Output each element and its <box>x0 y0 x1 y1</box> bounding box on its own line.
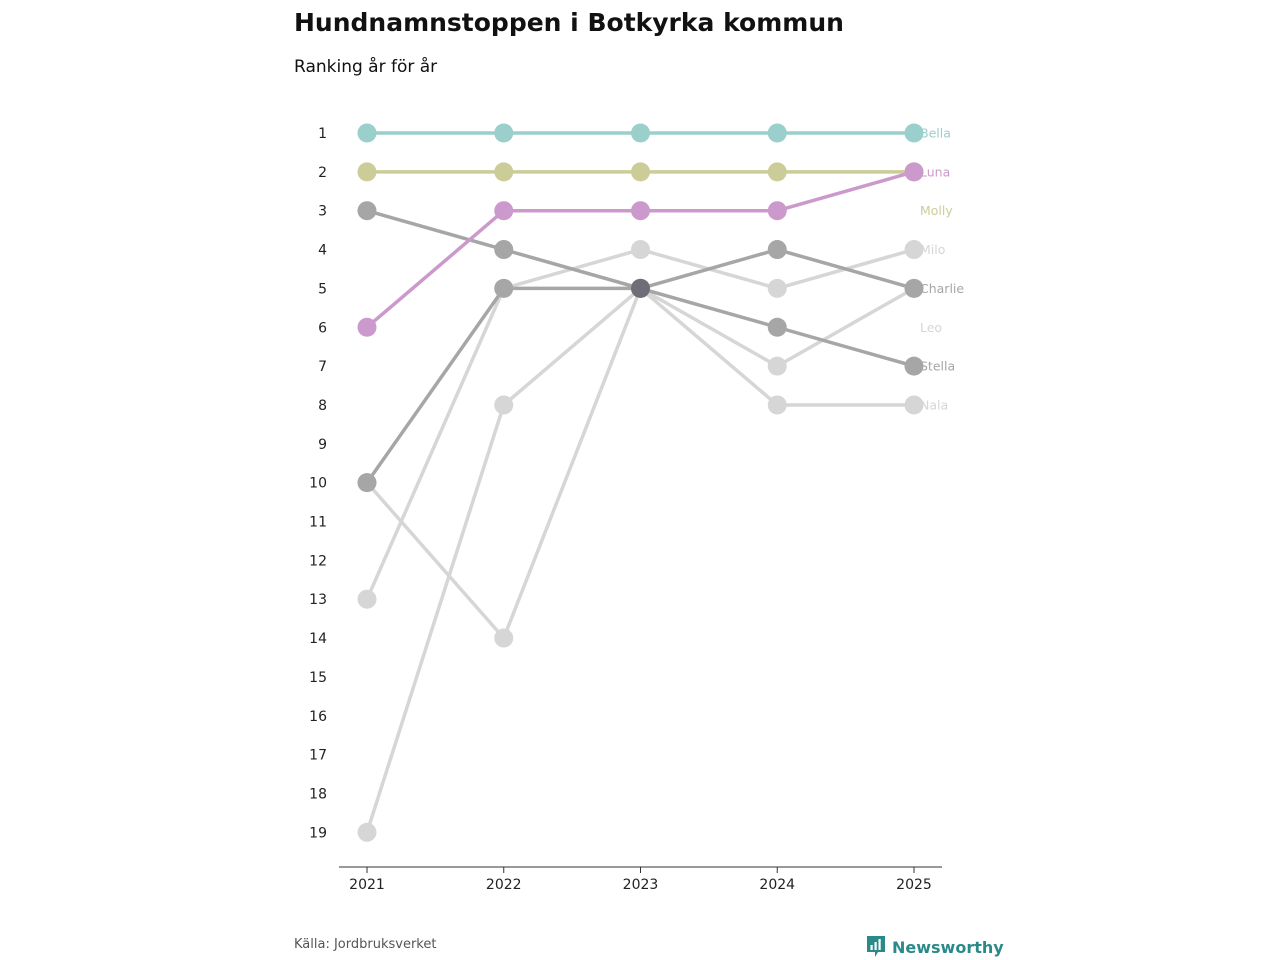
chart-title: Hundnamnstoppen i Botkyrka kommun <box>294 8 844 37</box>
x-tick-label: 2024 <box>759 877 796 893</box>
series-line-leo <box>367 288 914 832</box>
series-label-molly: Molly <box>920 203 953 219</box>
data-point-overlap <box>631 279 650 298</box>
chart-subtitle: Ranking år för år <box>294 57 438 77</box>
series-label-luna: Luna <box>920 164 951 180</box>
series-label-bella: Bella <box>920 125 951 141</box>
x-tick-label: 2021 <box>349 877 385 893</box>
data-point-charlie <box>494 279 513 298</box>
data-point-nala <box>768 395 787 414</box>
series-labels <box>920 126 964 413</box>
data-point-bella <box>358 124 377 143</box>
data-point-charlie <box>358 473 377 492</box>
data-point-milo <box>358 590 377 609</box>
data-point-nala <box>494 629 513 648</box>
data-point-molly <box>631 162 650 181</box>
y-tick-label: 6 <box>318 320 327 337</box>
data-point-molly <box>768 162 787 181</box>
x-tick-label: 2022 <box>485 877 522 893</box>
data-point-luna <box>768 201 787 220</box>
data-point-bella <box>631 124 650 143</box>
data-point-stella <box>768 318 787 337</box>
source-note: Källa: Jordbruksverket <box>294 937 437 952</box>
data-point-bella <box>494 124 513 143</box>
x-tick-label: 2023 <box>622 877 659 893</box>
data-point-leo <box>358 823 377 842</box>
data-point-milo <box>768 279 787 298</box>
data-point-luna <box>631 201 650 220</box>
data-point-bella <box>768 124 787 143</box>
y-tick-label: 8 <box>318 397 327 414</box>
y-tick-label: 15 <box>309 669 327 686</box>
data-point-molly <box>494 162 513 181</box>
series-label-leo: Leo <box>920 319 943 335</box>
y-tick-label: 19 <box>309 825 327 842</box>
brand-name: Newsworthy <box>892 937 1004 957</box>
y-tick-label: 14 <box>309 631 327 648</box>
y-tick-label: 12 <box>309 553 327 570</box>
y-tick-label: 11 <box>309 514 327 531</box>
series-label-nala: Nala <box>920 397 949 413</box>
y-tick-label: 7 <box>318 359 327 376</box>
y-tick-label: 18 <box>309 786 327 803</box>
y-tick-label: 17 <box>309 747 327 764</box>
series-label-milo: Milo <box>920 242 946 258</box>
series-line-milo <box>367 250 914 600</box>
newsworthy-logo-icon <box>866 935 886 959</box>
data-point-charlie <box>768 240 787 259</box>
data-point-milo <box>631 240 650 259</box>
y-tick-label: 4 <box>318 242 327 259</box>
y-tick-label: 9 <box>318 436 327 453</box>
x-tick-label: 2025 <box>896 877 932 893</box>
series-label-charlie: Charlie <box>920 280 965 296</box>
x-axis <box>349 867 932 893</box>
data-point-stella <box>494 240 513 259</box>
data-point-stella <box>358 201 377 220</box>
data-point-luna <box>358 318 377 337</box>
data-point-luna <box>494 201 513 220</box>
y-tick-label: 1 <box>318 126 327 142</box>
y-tick-label: 3 <box>318 203 327 220</box>
series-label-stella: Stella <box>920 358 956 374</box>
y-tick-label: 10 <box>309 475 327 492</box>
y-tick-label: 5 <box>318 281 327 298</box>
series-lines <box>367 133 914 832</box>
series-line-nala <box>367 288 914 638</box>
y-tick-label: 2 <box>318 164 327 181</box>
data-point-molly <box>358 162 377 181</box>
y-axis <box>309 126 327 841</box>
y-tick-label: 13 <box>309 592 327 609</box>
brand-logo[interactable] <box>866 935 1004 959</box>
y-tick-label: 16 <box>309 708 327 725</box>
data-point-leo <box>768 357 787 376</box>
data-point-leo <box>494 395 513 414</box>
